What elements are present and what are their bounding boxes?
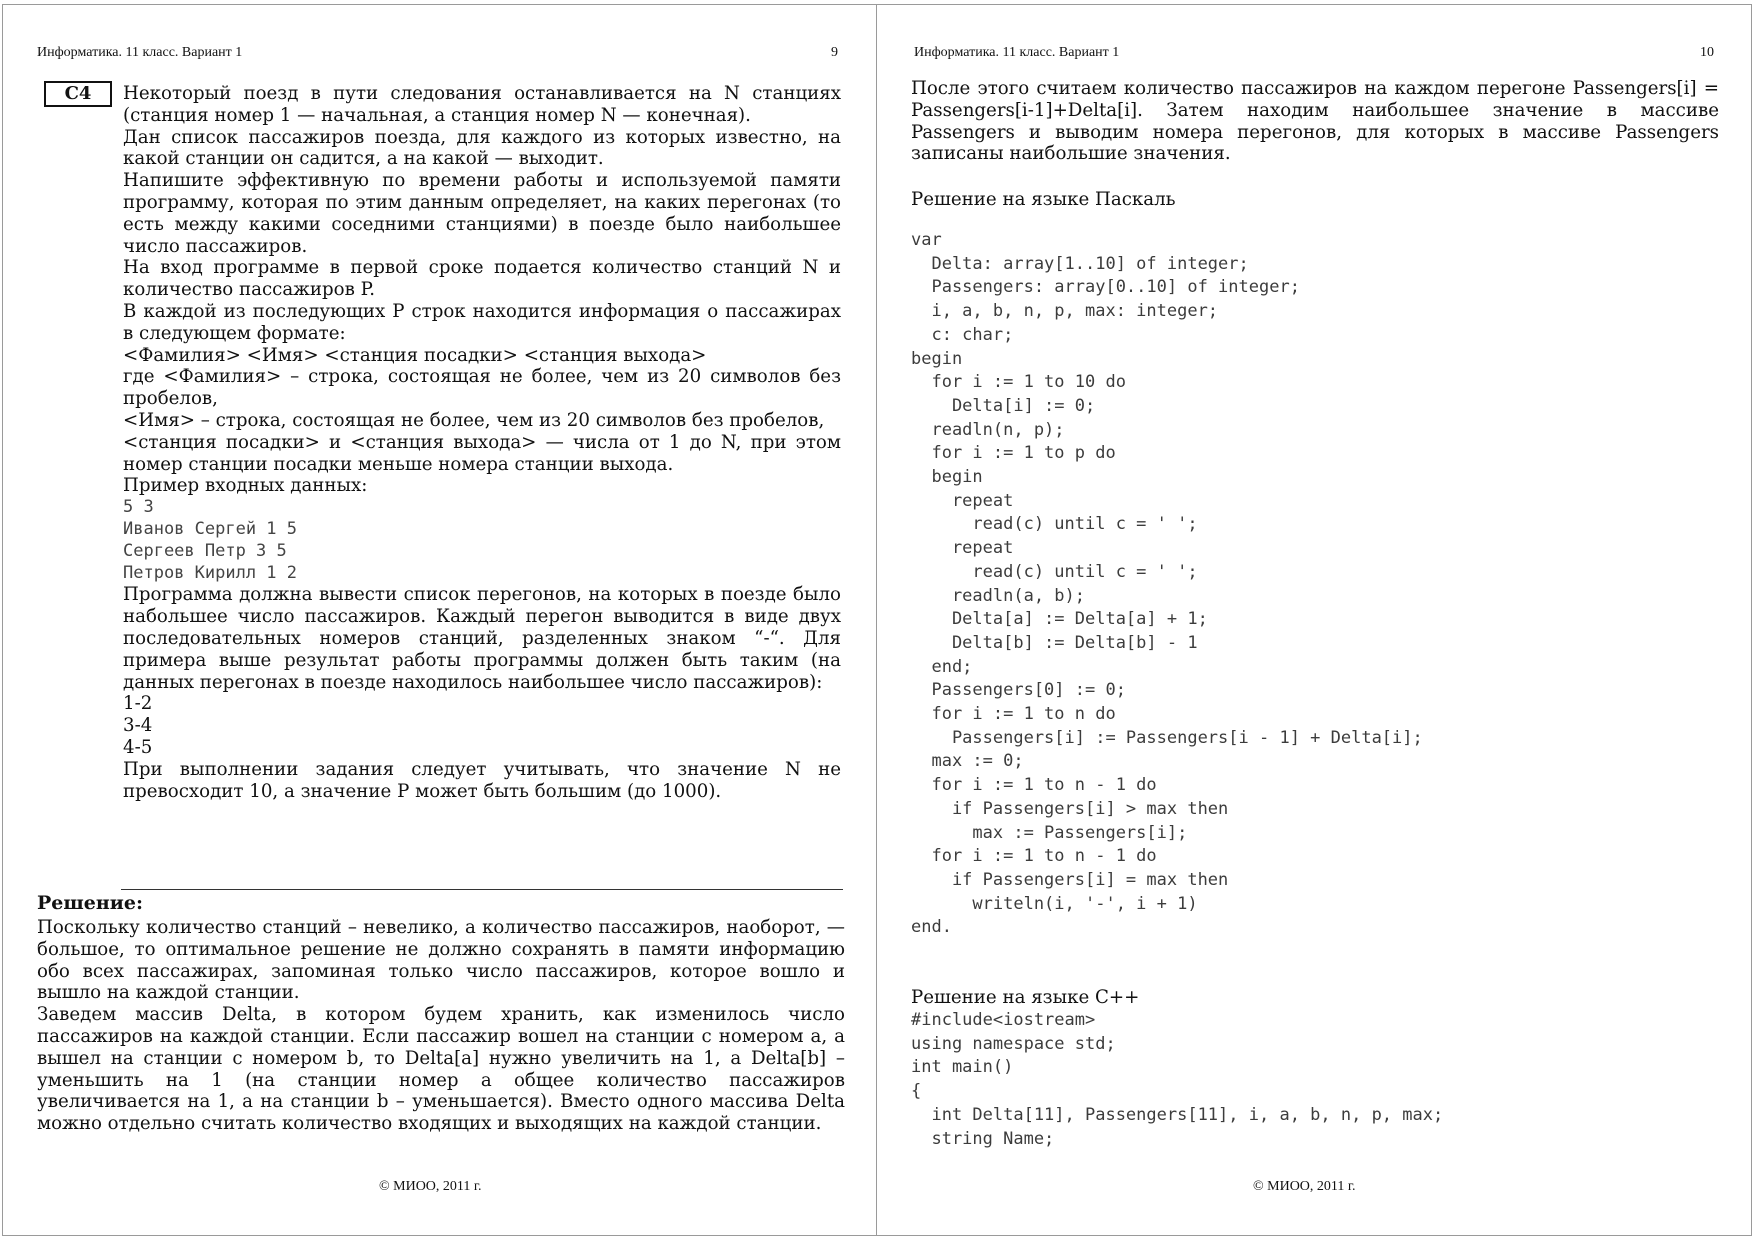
pascal-heading: Решение на языке Паскаль xyxy=(911,189,1176,210)
example-output-line: 1-2 xyxy=(123,693,153,715)
example-input-line: Петров Кирилл 1 2 xyxy=(123,562,297,583)
input-format-line: <Фамилия> <Имя> <станция посадки> <станция выхода> xyxy=(123,344,707,366)
task-note: При выполнении задания следует учитывать, что значение N не превосходит 10, а значение P может быть большим (до 1000). xyxy=(123,758,841,802)
task-label: C4 xyxy=(44,81,112,107)
task-paragraph: Дан список пассажиров поезда, для каждого из которых известно, на какой станции он садится, а на какой — выходит. xyxy=(123,126,841,170)
example-output-line: 4-5 xyxy=(123,736,153,758)
example-input-line: Сергеев Петр 3 5 xyxy=(123,540,287,561)
example-output-line: 3-4 xyxy=(123,715,153,737)
task-paragraph: На вход программе в первой сроке подается количество станций N и количество пассажиров P. xyxy=(123,257,841,301)
task-paragraph: Некоторый поезд в пути следования останавливается на N станциях (станция номер 1 — начальная, а станция номер N — конечная). xyxy=(123,83,841,126)
intro-paragraph: После этого считаем количество пассажиров на каждом перегоне Passengers[i] = Passengers[i-1]+Delta[i]. Затем находим наибольшее значение в массиве Passengers и выводим номера перегонов, для которых в массиве Passengers записаны наибольшие значения. xyxy=(911,78,1719,165)
cpp-code: #include<iostream> using namespace std; int main() { int Delta[11], Passengers[11], i, a, b, n, p, max; string Name; xyxy=(911,1010,1444,1149)
format-description: где <Фамилия> – строка, состоящая не более, чем из 20 символов без пробелов, xyxy=(123,366,841,410)
page-header: Информатика. 11 класс. Вариант 1 xyxy=(37,45,243,60)
solution-heading: Решение: xyxy=(37,892,143,914)
solution-paragraph: Поскольку количество станций – невелико, а количество пассажиров, наоборот, — большое, то оптимальное решение не должно сохранять в памяти информацию обо всех пассажирах, запоминая только число пассажиров, которое вошло и вышло на каждой станции. xyxy=(37,917,845,1004)
right-page xyxy=(876,4,1752,1236)
page-footer: © МИОО, 2011 г. xyxy=(379,1179,482,1194)
section-divider xyxy=(121,889,843,890)
format-description: <станция посадки> и <станция выхода> — числа от 1 до N, при этом номер станции посадки меньше номера станции выхода. xyxy=(123,431,841,475)
example-label: Пример входных данных: xyxy=(123,475,368,497)
page-footer: © МИОО, 2011 г. xyxy=(1253,1179,1356,1194)
page-header: Информатика. 11 класс. Вариант 1 xyxy=(914,45,1120,60)
output-description: Программа должна вывести список перегонов, на которых в поезде было набольшее число пассажиров. Каждый перегон выводится в виде двух последовательных номеров станций, разделенных знаком “-“. Для примера выше результат работы программы должен быть таким (на данных перегонах в поезде находилось наибольшее число пассажиров): xyxy=(123,584,841,693)
example-input-line: 5 3 xyxy=(123,497,154,518)
page-number: 9 xyxy=(831,45,838,60)
task-paragraph: Напишите эффективную по времени работы и используемой памяти программу, которая по этим данным определяет, на каких перегонах (то есть между какими соседними станциями) в поезде было наибольшее число пассажиров. xyxy=(123,170,841,257)
solution-text xyxy=(37,917,845,1135)
task-paragraph: В каждой из последующих P строк находится информация о пассажирах в следующем формате: xyxy=(123,300,841,344)
page-number: 10 xyxy=(1700,45,1714,60)
solution-paragraph: Заведем массив Delta, в котором будем хранить, как изменилось число пассажиров на каждой станции. Если пассажир вошел на станции с номером a, а вышел на станции с номером b, то Delta[a] нужно увеличить на 1, а Delta[b] – уменьшить на 1 (на станции номер a общее количество пассажиров увеличивается на 1, а на станции b – уменьшается). Вместо одного массива Delta можно отдельно считать количество входящих и выходящих на каждой станции. xyxy=(37,1004,845,1135)
example-input-line: Иванов Сергей 1 5 xyxy=(123,518,297,539)
cpp-heading: Решение на языке С++ xyxy=(911,987,1140,1008)
task-statement xyxy=(123,83,841,802)
pascal-code: var Delta: array[1..10] of integer; Passengers: array[0..10] of integer; i, a, b, n, p, max: integer; c: char; begin for i := 1 to 10 do Delta[i] := 0; readln(n, p); for i := 1 to p do begin repeat read(c) until c = ' '; repeat read(c) until c = ' '; readln(a, b); Delta[a] := Delta[a] + 1; Delta[b] := Delta[b] - 1 end; Passengers[0] := 0; for i := 1 to n do Passengers[i] := Passengers[i - 1] + Delta[i]; max := 0; for i := 1 to n - 1 do if Passengers[i] > max then max := Passengers[i]; for i := 1 to n - 1 do if Passengers[i] = max then writeln(i, '-', i + 1) end. xyxy=(911,230,1423,938)
left-page xyxy=(2,4,877,1236)
format-description: <Имя> – строка, состоящая не более, чем из 20 символов без пробелов, xyxy=(123,409,825,431)
